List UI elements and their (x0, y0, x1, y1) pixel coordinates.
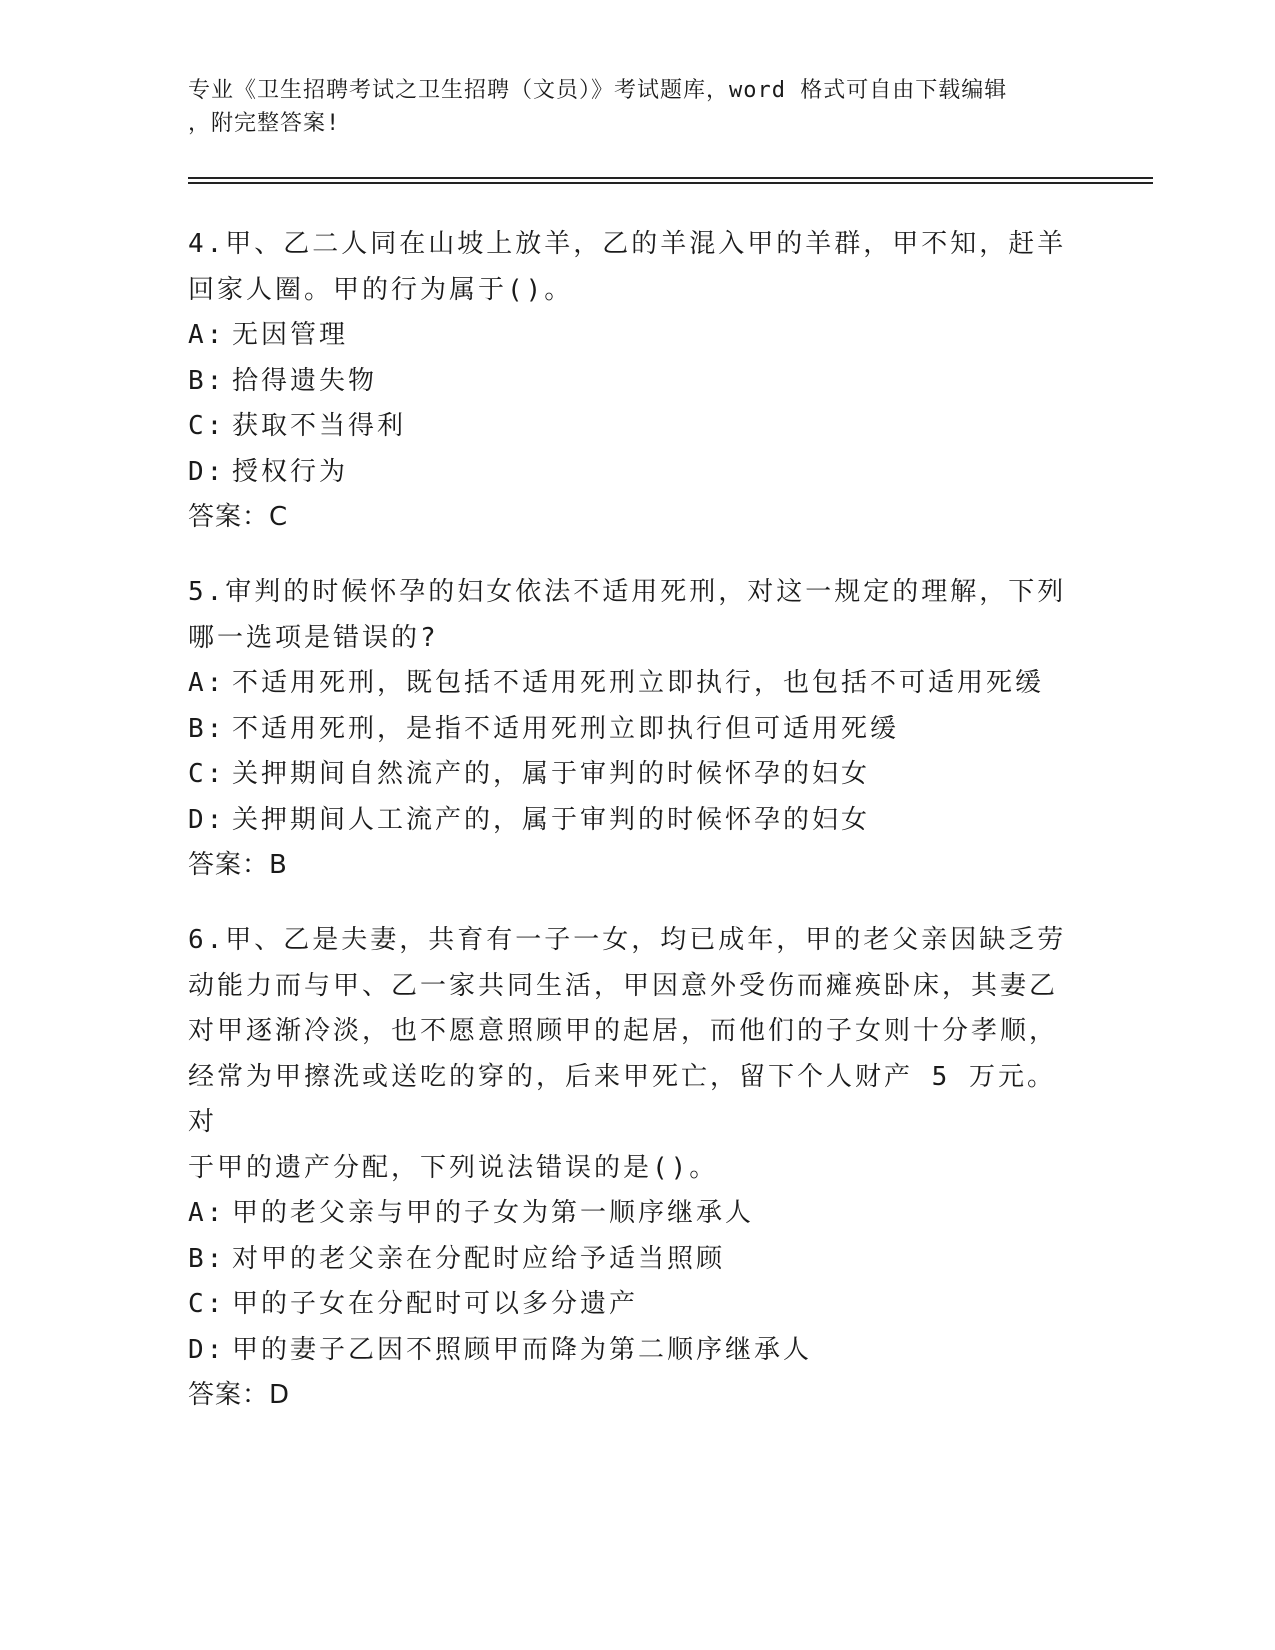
option-a (188, 313, 1068, 359)
answer-line (188, 495, 1068, 541)
question-5 (188, 570, 1068, 889)
stem-line: 4.甲、乙二人同在山坡上放羊，乙的羊混入甲的羊群，甲不知，赶羊 (188, 229, 1067, 259)
option-b (188, 707, 1068, 753)
option-letter: B: (188, 365, 226, 396)
stem-line: 于甲的遗产分配，下列说法错误的是()。 (188, 1152, 719, 1183)
question-4 (188, 222, 1068, 541)
stem-line: 6.甲、乙是夫妻，共育有一子一女，均已成年，甲的老父亲因缺乏劳 (188, 925, 1067, 955)
option-a (188, 661, 1068, 707)
option-c (188, 404, 1068, 450)
header-line-2: ，附完整答案! (188, 111, 341, 136)
option-letter: D: (188, 456, 226, 487)
stem-line: 经常为甲擦洗或送吃的穿的，后来甲死亡，留下个人财产 5 万元。对 (188, 1061, 1056, 1137)
option-d (188, 450, 1068, 496)
question-6 (188, 918, 1068, 1419)
document-header (188, 74, 1088, 140)
option-letter: D: (188, 804, 226, 835)
option-text: 不适用死刑，既包括不适用死刑立即执行，也包括不可适用死缓 (232, 668, 1045, 698)
question-stem (188, 222, 1068, 313)
option-text: 关押期间人工流产的，属于审判的时候怀孕的妇女 (232, 804, 871, 835)
question-stem (188, 570, 1068, 661)
answer-label: 答案： (188, 502, 270, 532)
stem-line: 哪一选项是错误的? (188, 622, 439, 653)
option-text: 无因管理 (232, 320, 349, 350)
answer-value: B (269, 850, 288, 880)
option-text: 甲的子女在分配时可以多分遗产 (232, 1289, 639, 1319)
option-letter: C: (188, 1289, 226, 1319)
option-letter: B: (188, 1243, 226, 1274)
header-divider-bottom (188, 182, 1153, 184)
answer-label: 答案： (188, 850, 270, 880)
option-text: 关押期间自然流产的，属于审判的时候怀孕的妇女 (232, 759, 871, 789)
answer-value: D (269, 1380, 291, 1410)
option-text: 拾得遗失物 (232, 365, 378, 396)
header-divider-top (188, 177, 1153, 179)
option-c (188, 1282, 1068, 1328)
option-d (188, 1328, 1068, 1374)
option-b (188, 359, 1068, 405)
option-b (188, 1237, 1068, 1283)
option-c (188, 752, 1068, 798)
question-stem (188, 918, 1068, 1191)
option-letter: D: (188, 1334, 226, 1365)
option-text: 甲的老父亲与甲的子女为第一顺序继承人 (232, 1198, 755, 1228)
option-text: 对甲的老父亲在分配时应给予适当照顾 (232, 1243, 726, 1274)
option-text: 不适用死刑，是指不适用死刑立即执行但可适用死缓 (232, 713, 900, 744)
option-letter: B: (188, 713, 226, 744)
answer-label: 答案： (188, 1380, 270, 1410)
option-d (188, 798, 1068, 844)
option-letter: C: (188, 759, 226, 789)
option-letter: A: (188, 668, 226, 698)
stem-line: 动能力而与甲、乙一家共同生活，甲因意外受伤而瘫痪卧床，其妻乙 (188, 970, 1059, 1001)
stem-line: 5.审判的时候怀孕的妇女依法不适用死刑，对这一规定的理解，下列 (188, 577, 1067, 607)
answer-value: C (269, 502, 289, 532)
option-letter: A: (188, 320, 226, 350)
answer-line (188, 843, 1068, 889)
option-text: 获取不当得利 (232, 411, 407, 441)
header-line-1: 专业《卫生招聘考试之卫生招聘（文员）》考试题库，word 格式可自由下载编辑 (188, 78, 1008, 103)
option-a (188, 1191, 1068, 1237)
option-letter: C: (188, 411, 226, 441)
stem-line: 回家人圈。甲的行为属于()。 (188, 274, 574, 305)
option-text: 授权行为 (232, 456, 349, 487)
option-text: 甲的妻子乙因不照顾甲而降为第二顺序继承人 (232, 1334, 813, 1365)
answer-line (188, 1373, 1068, 1419)
stem-line: 对甲逐渐冷淡，也不愿意照顾甲的起居，而他们的子女则十分孝顺， (188, 1016, 1059, 1046)
option-letter: A: (188, 1198, 226, 1228)
